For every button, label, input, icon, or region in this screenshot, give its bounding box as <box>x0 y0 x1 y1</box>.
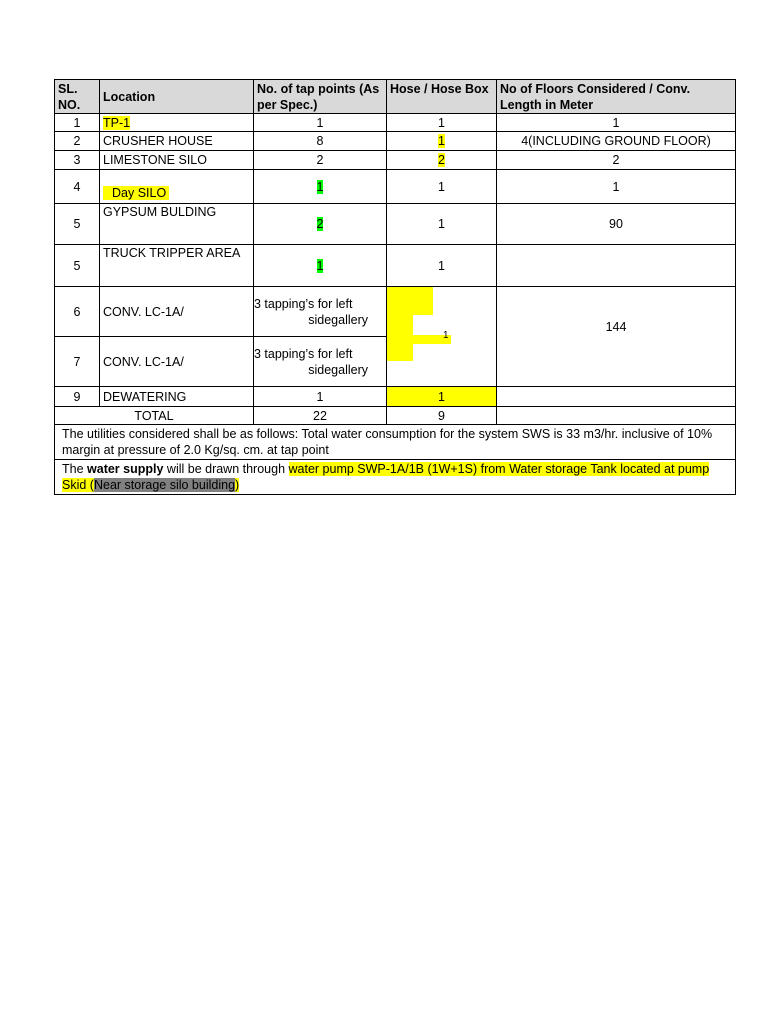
total-label: TOTAL <box>55 407 254 425</box>
water-tap-points-table <box>54 79 736 495</box>
cell-sl: 3 <box>55 151 100 170</box>
cell-sl: 4 <box>55 170 100 204</box>
header-floors: No of Floors Considered / Conv. Length in Meter <box>497 80 736 114</box>
hose-text: 1 <box>438 134 445 148</box>
cell-sl: 5 <box>55 204 100 245</box>
cell-hose <box>387 132 497 151</box>
table-row <box>55 204 736 245</box>
cell-location <box>100 114 254 132</box>
cell-location: GYPSUM BULDING <box>100 204 254 245</box>
tap-text: 2 <box>316 217 324 231</box>
supply-paren-close: ) <box>235 478 240 492</box>
hose-text: 2 <box>438 153 445 167</box>
total-row <box>55 407 736 425</box>
tap-text: 1 <box>316 258 324 273</box>
cell-hose: 1 <box>387 245 497 287</box>
utilities-note: The utilities considered shall be as follows: Total water consumption for the system SWS is 33 m3/hr. inclusive of 10% margin at pressure of 2.0 Kg/sq. cm. at tap point <box>55 425 736 460</box>
supply-gray-text: Near storage silo building <box>93 478 236 492</box>
cell-floors <box>497 245 736 287</box>
table-row <box>55 151 736 170</box>
cell-tap: 1 <box>254 114 387 132</box>
cell-floors: 1 <box>497 114 736 132</box>
header-tap-points: No. of tap points (As per Spec.) <box>254 80 387 114</box>
tap-text: 1 <box>316 179 324 194</box>
cell-sl: 6 <box>55 287 100 337</box>
utilities-note-row <box>55 425 736 460</box>
location-text: Day SILO <box>103 186 169 200</box>
cell-tap <box>254 337 387 387</box>
cell-hose: 1 <box>387 170 497 204</box>
cell-sl: 5 <box>55 245 100 287</box>
table-row <box>55 287 736 337</box>
cell-sl: 7 <box>55 337 100 387</box>
cell-floors-merged: 144 <box>497 287 736 387</box>
supply-bold-text: water supply <box>87 462 164 476</box>
cell-location: CONV. LC-1A/ <box>100 287 254 337</box>
cell-tap <box>254 170 387 204</box>
supply-text: will be drawn through <box>163 462 289 476</box>
tap-line-1: 3 tapping’s for left <box>254 346 353 361</box>
cell-tap: 2 <box>254 151 387 170</box>
cell-location: LIMESTONE SILO <box>100 151 254 170</box>
cell-hose: 1 <box>387 204 497 245</box>
cell-hose: 1 <box>387 114 497 132</box>
table-row <box>55 245 736 287</box>
table-row <box>55 170 736 204</box>
location-text: TP-1 <box>103 115 131 130</box>
hose-digit: 1 <box>443 330 449 341</box>
cell-location: DEWATERING <box>100 387 254 407</box>
supply-paren-open: ( <box>86 478 94 492</box>
cell-floors <box>497 387 736 407</box>
cell-sl: 2 <box>55 132 100 151</box>
cell-hose: 1 <box>387 387 497 407</box>
table-row <box>55 132 736 151</box>
header-sl-no: SL. NO. <box>55 80 100 114</box>
cell-floors: 1 <box>497 170 736 204</box>
cell-tap <box>254 204 387 245</box>
yellow-highlight-block <box>387 315 413 361</box>
table-header-row <box>55 80 736 114</box>
tap-line-2: sidegallery <box>308 362 368 377</box>
cell-floors: 2 <box>497 151 736 170</box>
tap-line-2: sidegallery <box>308 312 368 327</box>
cell-floors: 4(INCLUDING GROUND FLOOR) <box>497 132 736 151</box>
cell-tap: 8 <box>254 132 387 151</box>
yellow-highlight-block <box>387 287 433 315</box>
table-row <box>55 387 736 407</box>
cell-tap <box>254 245 387 287</box>
cell-floors: 90 <box>497 204 736 245</box>
cell-sl: 1 <box>55 114 100 132</box>
cell-location: TRUCK TRIPPER AREA <box>100 245 254 287</box>
cell-sl: 9 <box>55 387 100 407</box>
cell-location: CONV. LC-1A/ <box>100 337 254 387</box>
total-floors <box>497 407 736 425</box>
supply-note-row <box>55 460 736 495</box>
supply-note <box>55 460 736 495</box>
supply-highlight-text: water pump SWP-1A/1B (1W+1S) from Water storage Tank located at pump Skid <box>62 462 710 492</box>
cell-tap <box>254 287 387 337</box>
table-row <box>55 114 736 132</box>
cell-hose <box>387 151 497 170</box>
supply-text: The <box>62 462 88 476</box>
cell-location: CRUSHER HOUSE <box>100 132 254 151</box>
total-tap: 22 <box>254 407 387 425</box>
cell-location <box>100 170 254 204</box>
header-hose: Hose / Hose Box <box>387 80 497 114</box>
tap-line-1: 3 tapping’s for left <box>254 296 353 311</box>
cell-tap: 1 <box>254 387 387 407</box>
total-hose: 9 <box>387 407 497 425</box>
cell-hose-merged <box>387 287 497 387</box>
header-location: Location <box>100 80 254 114</box>
